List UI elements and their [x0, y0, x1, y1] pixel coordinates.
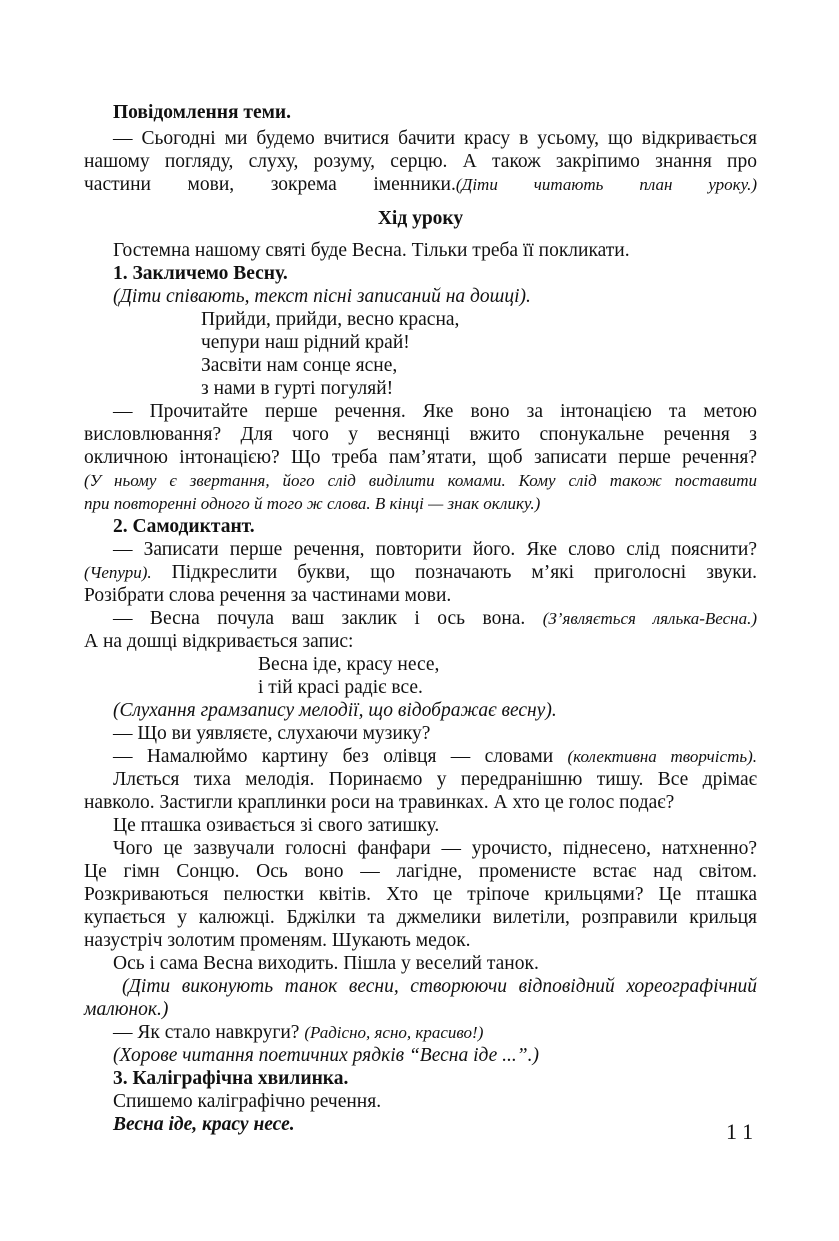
text-run: (Діти читають план уроку.): [455, 175, 757, 194]
line-subheading: [113, 262, 757, 286]
text-run: назустріч золотим променям. Шукають медок.: [84, 930, 471, 951]
text-run: Повідомлення теми.: [113, 102, 292, 123]
line-text: [84, 584, 757, 608]
line-stage-direction: [113, 699, 757, 723]
line-example: [113, 1113, 757, 1137]
line-text: [113, 1021, 757, 1045]
page-number: 11: [726, 1119, 760, 1144]
poem-line: [258, 653, 718, 677]
poem-line: [201, 354, 721, 378]
poem-line: [201, 308, 721, 332]
text-run: Чого це зазвучали голосні фанфари — урочисто, піднесено, натхненно?: [113, 838, 757, 859]
text-run: Ллється тиха мелодія. Поринаємо у передранішню тишу. Все дрімає: [113, 769, 757, 790]
line-text: [84, 906, 757, 930]
line-text: [113, 607, 757, 631]
text-run: малюнок.): [84, 999, 169, 1020]
text-run: (Радісно, ясно, красиво!): [304, 1023, 484, 1042]
line-text: [84, 883, 757, 907]
text-run: — Сьогодні ми будемо вчитися бачити красу в усьому, що відкривається: [113, 128, 757, 149]
line-stage-direction: [84, 998, 757, 1022]
line-stage-direction: [84, 469, 757, 493]
line-text: [84, 150, 757, 174]
text-run: Гостемна нашому святі буде Весна. Тільки треба її покликати.: [113, 240, 630, 261]
line-stage-direction: [113, 1044, 757, 1068]
text-run: — Записати перше речення, повторити його. Яке слово слід пояснити?: [113, 539, 757, 560]
line-stage-direction: [122, 975, 757, 999]
line-text: [84, 630, 757, 654]
line-text: [84, 929, 757, 953]
text-run: 3. Каліграфічна хвилинка.: [113, 1068, 349, 1089]
text-run: Прийди, прийди, весно красна,: [201, 309, 460, 330]
line-text: [113, 814, 757, 838]
section-title: [84, 207, 757, 231]
text-run: при повторенні одного й того ж слова. В кінці — знак оклику.): [84, 494, 541, 513]
text-run: частини мови, зокрема іменники.: [84, 174, 456, 195]
text-run: нашому погляду, слуху, розуму, серцю. А також закріпимо знання про: [84, 151, 757, 172]
line-text: [113, 745, 757, 769]
text-run: (Діти виконують танок весни, створюючи відповідний хореографічний: [122, 976, 757, 997]
text-run: Спишемо каліграфічно речення.: [113, 1091, 382, 1112]
line-subheading: [113, 515, 757, 539]
line-text: [113, 239, 757, 263]
line-subheading: [113, 1067, 757, 1091]
line-text: [84, 446, 757, 470]
text-run: 2. Самодиктант.: [113, 516, 255, 537]
text-run: — Весна почула ваш заклик і ось вона.: [113, 608, 543, 629]
line-stage-direction: [84, 492, 757, 516]
text-run: Це гімн Сонцю. Ось воно — лагідне, променисте встає над світом.: [84, 861, 757, 882]
poem-line: [201, 377, 721, 401]
line-text: [84, 173, 757, 197]
line-text: [113, 1090, 757, 1114]
text-run: Ось і сама Весна виходить. Пішла у веселий танок.: [113, 953, 539, 974]
text-run: — Як стало навкруги?: [113, 1022, 305, 1043]
text-run: 1. Закличемо Весну.: [113, 263, 288, 284]
text-run: — Намалюймо картину без олівця — словами: [113, 746, 568, 767]
line-topic-heading: [113, 101, 757, 125]
text-run: А на дошці відкривається запис:: [84, 631, 354, 652]
line-text: [84, 561, 757, 585]
text-run: (Діти співають, текст пісні записаний на дошці).: [113, 286, 531, 307]
line-text: [113, 952, 757, 976]
text-run: (Слухання грамзапису мелодії, що відображає весну).: [113, 700, 557, 721]
text-run: (колективна творчість).: [567, 747, 757, 766]
line-text: [113, 400, 757, 424]
text-run: — Прочитайте перше речення. Яке воно за інтонацією та метою: [113, 401, 757, 422]
text-run: (У ньому є звертання, його слід виділити комами. Кому слід також поставити: [84, 471, 757, 490]
line-text: [113, 768, 757, 792]
text-run: — Що ви уявляєте, слухаючи музику?: [113, 723, 431, 744]
text-run: Весна іде, красу несе,: [258, 654, 440, 675]
line-text: [84, 423, 757, 447]
text-run: Розібрати слова речення за частинами мови.: [84, 585, 452, 606]
poem-line: [258, 676, 718, 700]
text-run: Весна іде, красу несе.: [113, 1114, 295, 1135]
text-run: Підкреслити букви, що позначають м’які приголосні звуки.: [151, 562, 757, 583]
line-stage-direction: [113, 285, 757, 309]
line-text: [113, 837, 757, 861]
text-run: (Чепури).: [84, 563, 152, 582]
text-run: Хід уроку: [377, 208, 464, 229]
text-run: навколо. Застигли краплинки роси на травинках. А хто це голос подає?: [84, 792, 675, 813]
text-run: висловлювання? Для чого у веснянці вжито спонукальне речення з: [84, 424, 757, 445]
line-text: [84, 860, 757, 884]
text-run: Розкриваються пелюстки квітів. Хто це тріпоче крильцями? Це пташка: [84, 884, 757, 905]
text-run: чепури наш рідний край!: [201, 332, 410, 353]
text-run: купається у калюжці. Бджілки та джмелики вилетіли, розправили крильця: [84, 907, 757, 928]
line-text: [113, 538, 757, 562]
line-text: [84, 791, 757, 815]
line-text: [113, 127, 757, 151]
poem-line: [201, 331, 721, 355]
text-run: і тій красі радіє все.: [258, 677, 423, 698]
text-run: (З’являється лялька-Весна.): [542, 609, 757, 628]
text-run: Це пташка озивається зі свого затишку.: [113, 815, 440, 836]
text-run: окличною інтонацією? Що треба пам’ятати, щоб записати перше речення?: [84, 447, 757, 468]
text-run: з нами в гурті погуляй!: [201, 378, 394, 399]
text-run: (Хорове читання поетичних рядків “Весна іде ...”.): [113, 1045, 539, 1066]
text-run: Засвіти нам сонце ясне,: [201, 355, 398, 376]
line-text: [113, 722, 757, 746]
